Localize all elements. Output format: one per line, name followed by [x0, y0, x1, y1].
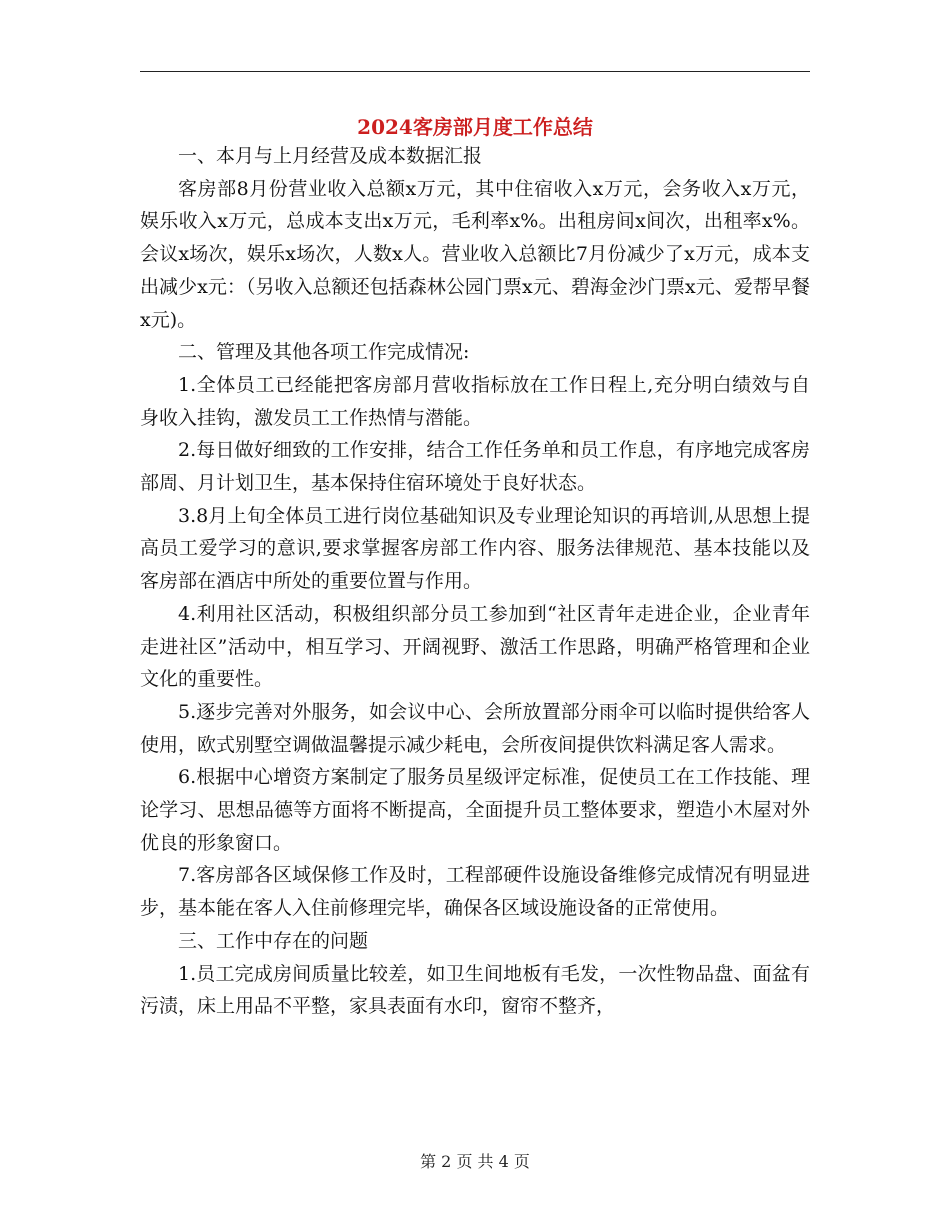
heading-section-3: 三、工作中存在的问题 [178, 929, 369, 952]
list-item-2: 2.每日做好细致的工作安排，结合工作任务单和员工作息，有序地完成客房部周、月计划卫生，基本保持住宿环境处于良好状态。 [140, 439, 810, 495]
list-item-3: 3.8月上旬全体员工进行岗位基础知识及专业理论知识的再培训,从思想上提高员工爱学习的意识,要求掌握客房部工作内容、服务法律规范、基本技能以及客房部在酒店中所处的重要位置与作用。 [140, 504, 810, 593]
list-item-6: 6.根据中心增资方案制定了服务员星级评定标准，促使员工在工作技能、理论学习、思想品德等方面将不断提高，全面提升员工整体要求，塑造小木屋对外优良的形象窗口。 [140, 766, 810, 854]
list-item-7: 7.客房部各区域保修工作及时，工程部硬件设施设备维修完成情况有明显进步，基本能在客人入住前修理完毕，确保各区域设施设备的正常使用。 [140, 864, 810, 920]
list-item-5: 5.逐步完善对外服务，如会议中心、会所放置部分雨伞可以临时提供给客人使用，欧式别墅空调做温馨提示减少耗电，会所夜间提供饮料满足客人需求。 [140, 700, 810, 756]
header-rule [140, 71, 810, 72]
list-item-4: 4.利用社区活动，积极组织部分员工参加到“社区青年走进企业，企业青年走进社区”活动中，相互学习、开阔视野、激活工作思路，明确严格管理和企业文化的重要性。 [140, 602, 810, 691]
heading-section-2: 二、管理及其他各项工作完成情况: [178, 341, 470, 364]
list-item-1: 1.全体员工已经能把客房部月营收指标放在工作日程上,充分明白绩效与自身收入挂钩，激发员工工作热情与潜能。 [140, 373, 810, 429]
document-title: 2024客房部月度工作总结 [357, 115, 593, 139]
heading-section-1: 一、本月与上月经营及成本数据汇报 [178, 145, 483, 167]
paragraph-revenue-summary: 客房部8月份营业收入总额x万元，其中住宿收入x万元，会务收入x万元，娱乐收入x万元，总成本支出x万元，毛利率x%。出租房间x间次，出租率x%。会议x场次，娱乐x场次，人数x人。营业收入总额比7月份减少了x万元，成本支出减少x元：（另收入总额还包括森林公园门票x元、碧海金沙门票x元、爱帮早餐x元)。 [140, 177, 810, 331]
document-body [140, 140, 810, 1023]
problem-item-1: 1.员工完成房间质量比较差，如卫生间地板有毛发，一次性物品盘、面盆有污渍，床上用品不平整，家具表面有水印，窗帘不整齐， [140, 962, 810, 1018]
page-number: 第 2 页 共 4 页 [420, 1152, 530, 1171]
